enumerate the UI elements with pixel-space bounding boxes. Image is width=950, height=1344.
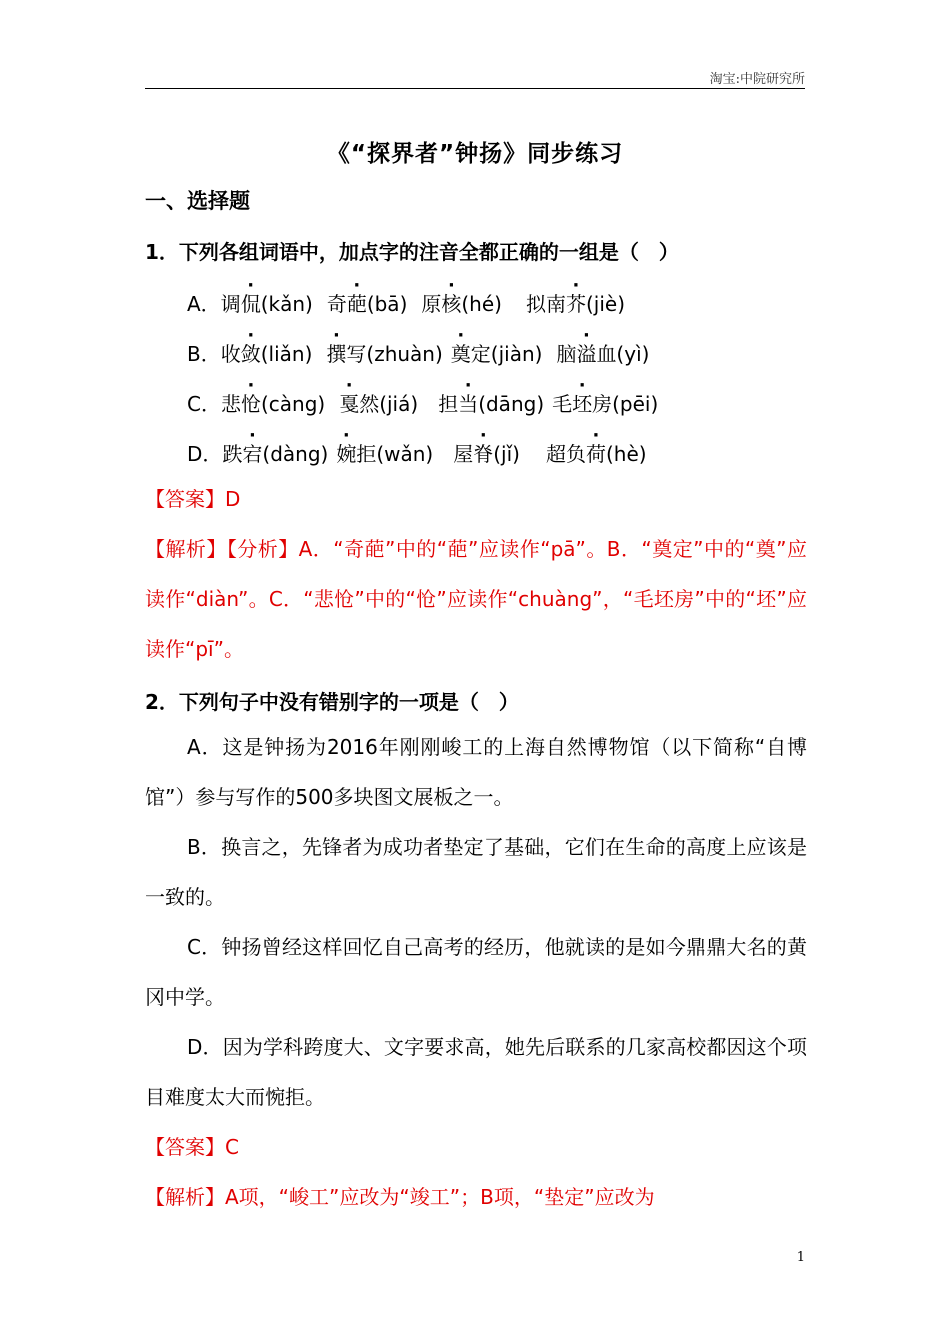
option-item: 悲怆(càng) (220, 392, 326, 416)
q2-option-d: D．因为学科跨度大、文字要求高，她先后联系的几家高校都因这个项目难度太大而惋拒。 (145, 1035, 807, 1109)
q1-option-b (187, 338, 663, 367)
document-title: 《“探界者”钟扬》同步练习 (326, 141, 624, 167)
option-item: 奠定(jiàn) (450, 342, 543, 366)
option-item: 奇葩(bā) (326, 292, 408, 316)
option-label: A． (187, 292, 221, 316)
q1-option-c (187, 388, 672, 417)
option-item: 毛坯房(pēi) (552, 392, 659, 416)
option-label: D． (187, 442, 223, 466)
option-item: 原核(hé) (421, 292, 502, 316)
q2-answer: 【答案】C (145, 1135, 239, 1159)
q2-option-b: B．换言之，先锋者为成功者垫定了基础，它们在生命的高度上应该是一致的。 (145, 835, 807, 909)
option-label: B． (187, 342, 221, 366)
option-item: 跌宕(dàng) (222, 442, 329, 466)
option-item: 超负荷(hè) (545, 442, 647, 466)
section-title: 一、选择题 (145, 189, 250, 213)
option-item: 屋脊(jǐ) (453, 442, 520, 466)
q1-answer: 【答案】D (145, 487, 241, 511)
question-1-stem: 1．下列各组词语中，加点字的注音全都正确的一组是（ ） (145, 240, 679, 264)
option-item: 婉拒(wǎn) (336, 442, 434, 466)
option-item: 脑溢血(yì) (556, 342, 650, 366)
option-item: 调侃(kǎn) (220, 292, 313, 316)
q1-analysis: 【解析】【分析】A．“奇葩”中的“葩”应读作“pā”。B．“奠定”中的“奠”应读作“diàn”。C．“悲怆”中的“怆”应读作“chuàng”，“毛坯房”中的“坯”应读作“pī”。 (145, 537, 807, 661)
q2-option-c: C．钟扬曾经这样回忆自己高考的经历，他就读的是如今鼎鼎大名的黄冈中学。 (145, 935, 807, 1009)
option-item: 收敛(liǎn) (220, 342, 313, 366)
option-item: 撰写(zhuàn) (326, 342, 443, 366)
option-item: 担当(dāng) (438, 392, 545, 416)
q1-option-a (187, 288, 639, 317)
page-number: 1 (796, 1250, 805, 1265)
option-item: 戛然(jiá) (339, 392, 419, 416)
header-rule (145, 88, 805, 89)
q2-analysis: 【解析】A项，“峻工”应改为“竣工”；B项，“垫定”应改为 (145, 1185, 655, 1209)
option-item: 拟南芥(jiè) (525, 292, 625, 316)
q1-option-d (187, 438, 661, 467)
option-label: C． (187, 392, 221, 416)
question-2-stem: 2．下列句子中没有错别字的一项是（ ） (145, 690, 519, 714)
q2-option-a: A．这是钟扬为2016年刚刚峻工的上海自然博物馆（以下简称“自博馆”）参与写作的500多块图文展板之一。 (145, 735, 807, 809)
header-text: 淘宝:中院研究所 (709, 72, 805, 87)
